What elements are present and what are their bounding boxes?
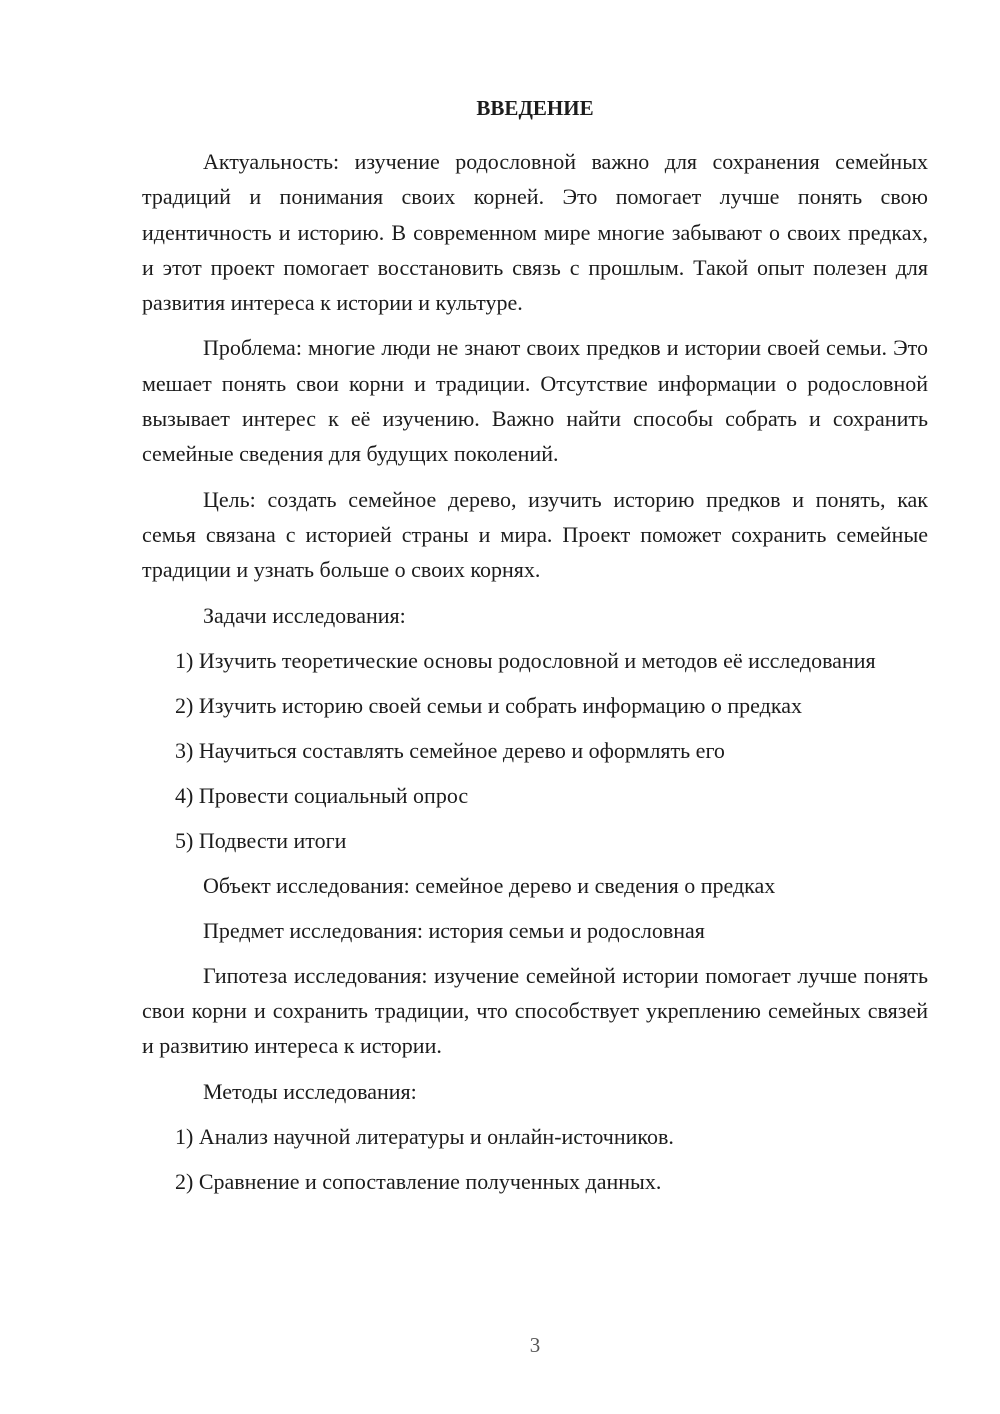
research-subject: Предмет исследования: история семьи и родословная — [203, 917, 705, 943]
task-item: 4) Провести социальный опрос — [175, 782, 469, 808]
page-number: 3 — [529, 1333, 541, 1357]
method-item: 1) Анализ научной литературы и онлайн-источников. — [175, 1123, 674, 1149]
methods-heading: Методы исследования: — [203, 1078, 417, 1104]
paragraph-problem: Проблема: многие люди не знают своих предков и истории своей семьи. Это мешает понять свои корни и традиции. Отсутствие информации о родословной вызывает интерес к её изучению. Важно найти способы собрать и сохранить семейные сведения для будущих поколений. — [142, 335, 928, 467]
tasks-heading: Задачи исследования: — [203, 602, 406, 628]
paragraph-goal: Цель: создать семейное дерево, изучить историю предков и понять, как семья связана с историей страны и мира. Проект поможет сохранить семейные традиции и узнать больше о своих корнях. — [142, 486, 928, 583]
task-item: 2) Изучить историю своей семьи и собрать информацию о предках — [175, 692, 802, 718]
research-object: Объект исследования: семейное дерево и сведения о предках — [203, 872, 776, 898]
task-item: 1) Изучить теоретические основы родословной и методов её исследования — [175, 647, 876, 673]
document-page — [142, 92, 928, 1209]
paragraph-relevance: Актуальность: изучение родословной важно для сохранения семейных традиций и понимания своих корней. Это помогает лучше понять свою идентичность и историю. В современном мире многие забывают о своих предках, и этот проект помогает восстановить связь с прошлым. Такой опыт полезен для развития интереса к истории и культуре. — [142, 149, 928, 316]
paragraph-hypothesis: Гипотеза исследования: изучение семейной истории помогает лучше понять свои корни и сохранить традиции, что способствует укреплению семейных связей и развитию интереса к истории. — [142, 962, 928, 1059]
task-item: 3) Научиться составлять семейное дерево и оформлять его — [175, 737, 725, 763]
section-title: ВВЕДЕНИЕ — [476, 96, 594, 120]
task-item: 5) Подвести итоги — [175, 827, 347, 853]
method-item: 2) Сравнение и сопоставление полученных данных. — [175, 1168, 662, 1194]
